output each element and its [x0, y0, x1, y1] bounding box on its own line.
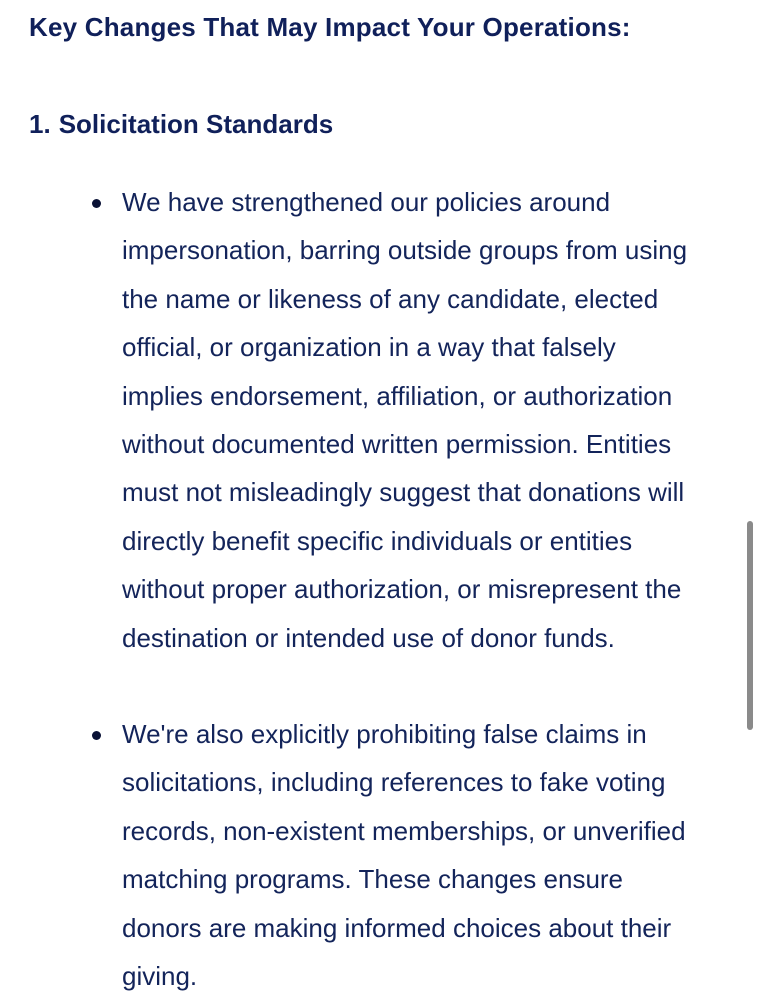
bullet-line: implies endorsement, affiliation, or authorization [122, 380, 673, 411]
bullet-dot-icon [92, 199, 101, 208]
bullet-line: We're also explicitly prohibiting false claims in [122, 719, 647, 750]
bullet-line: donors are making informed choices about their [122, 912, 672, 943]
bullet-line: must not misleadingly suggest that donations will [122, 477, 685, 508]
bullet-line: giving. [122, 961, 198, 992]
bullet-line: without documented written permission. Entities [122, 429, 672, 460]
bullet-line: the name or likeness of any candidate, elected [122, 283, 659, 314]
bullet-line: without proper authorization, or misrepresent the [122, 574, 682, 605]
bullet-item [0, 710, 734, 1000]
bullet-item [0, 178, 734, 662]
vertical-scrollbar-thumb[interactable] [747, 521, 753, 730]
section-title [29, 109, 333, 140]
bullet-line: official, or organization in a way that falsely [122, 332, 616, 363]
bullet-line: destination or intended use of donor funds. [122, 622, 615, 653]
bullet-line: records, non-existent memberships, or unverified [122, 815, 686, 846]
page-heading: Key Changes That May Impact Your Operations: [29, 12, 631, 42]
bullet-line: We have strengthened our policies around [122, 187, 611, 217]
bullet-line: matching programs. These changes ensure [122, 864, 624, 895]
bullet-line: impersonation, barring outside groups from using [122, 235, 688, 266]
bullet-line: solicitations, including references to fake voting [122, 767, 666, 798]
bullet-dot-icon [92, 731, 101, 740]
bullet-list [0, 178, 759, 1001]
bullet-line: directly benefit specific individuals or entities [122, 525, 633, 556]
section-title-text: Solicitation Standards [58, 109, 334, 139]
section-number: 1. [29, 109, 51, 139]
